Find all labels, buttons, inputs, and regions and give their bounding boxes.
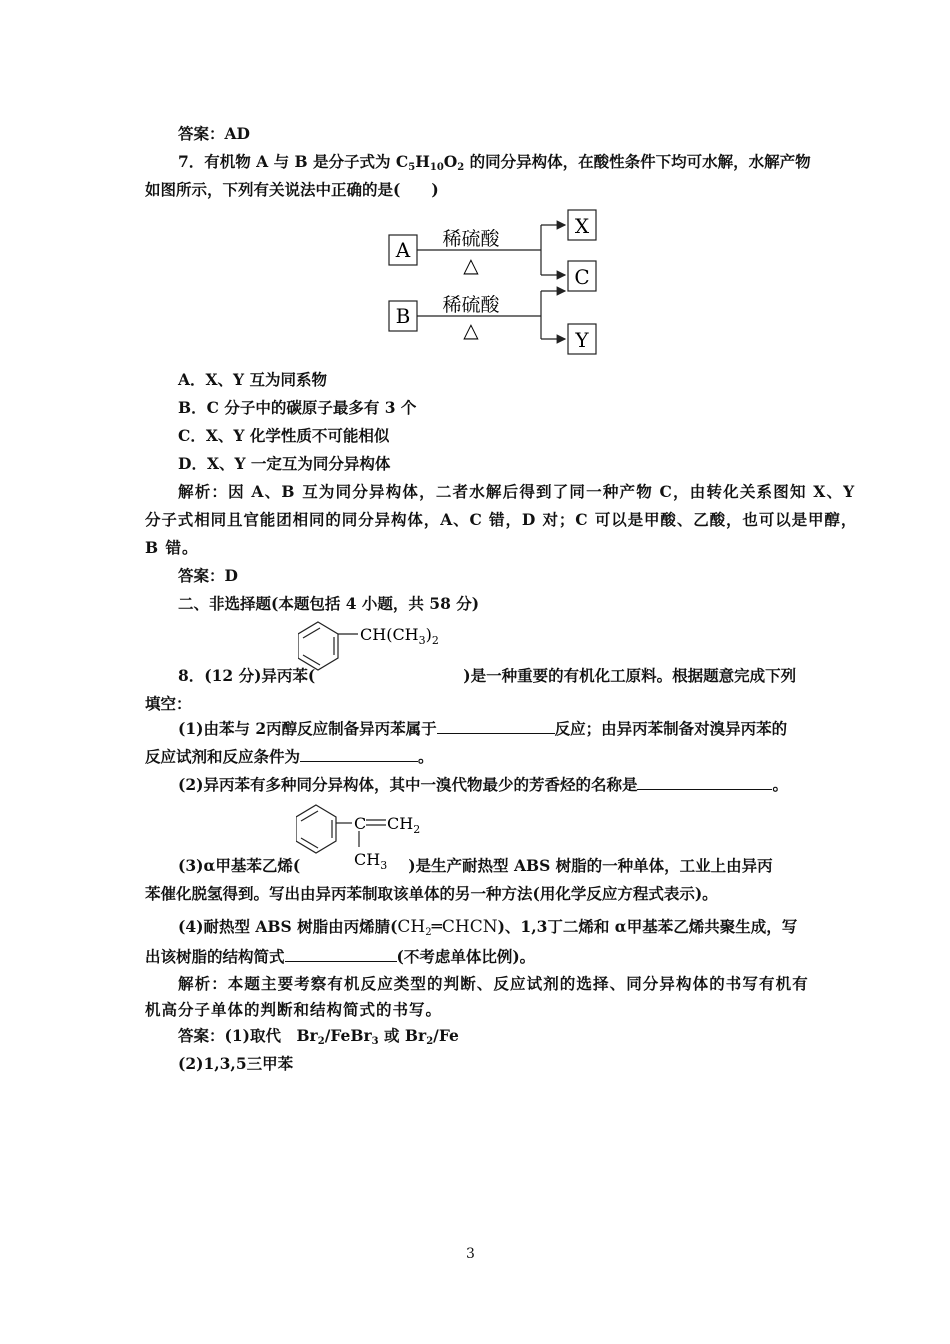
q7-option-b: B．C 分子中的碳原子最多有 3 个 — [178, 398, 417, 417]
q8-part2: (2)异丙苯有多种同分异构体，其中一溴代物最少的芳香烃的名称是 。 — [178, 775, 788, 794]
struct2-c: C — [354, 814, 367, 833]
q7-option-c: C．X、Y 化学性质不可能相似 — [178, 426, 390, 445]
q6-answer: 答案：AD — [178, 124, 250, 143]
q7-analysis-line2: 分子式相同且官能团相同的同分异构体，A、C 错，D 对；C 可以是甲酸、乙酸，也可以是甲醇， — [145, 510, 858, 529]
q7-stem-line1: 7．有机物 A 与 B 是分子式为 $C_5H_{10}O_2$ 的同分异构体，在酸性条件下均可水解，水解产物 — [178, 152, 811, 173]
section-2-heading: 二、非选择题(本题包括 4 小题，共 58 分) — [178, 594, 480, 613]
q8-part4-line2: 出该树脂的结构简式 (不考虑单体比例)。 — [145, 947, 536, 966]
reagent-top: 稀硫酸 — [442, 228, 500, 250]
q8-answer-2: (2)1,3,5三甲苯 — [178, 1054, 294, 1073]
q7-stem-line2: 如图所示，下列有关说法中正确的是( ) — [145, 180, 439, 199]
struct2-ch2: $CH_2$ — [387, 814, 421, 836]
q8-stem-line2: 填空： — [145, 694, 192, 713]
heat-symbol-bottom: △ — [463, 318, 479, 342]
box-b-label: B — [395, 304, 411, 328]
acrylonitrile-formula: $CH_2═CHCN$ — [397, 917, 498, 938]
q8-part1-line2: 反应试剂和反应条件为 。 — [145, 747, 434, 766]
q8-analysis-line1: 解析：本题主要考察有机反应类型的判断、反应试剂的选择、同分异构体的书写有机有 — [178, 974, 809, 993]
answer-blank-2 — [300, 746, 418, 762]
q7-answer: 答案：D — [178, 566, 238, 585]
answer-blank-3 — [637, 774, 772, 790]
q8-part3-line1: (3)α甲基苯乙烯( )是生产耐热型 ABS 树脂的一种单体，工业上由异丙 — [178, 856, 773, 875]
q8-analysis-line2: 机高分子单体的判断和结构简式的书写。 — [145, 1000, 443, 1019]
box-y-label: Y — [575, 328, 589, 352]
q7-option-d: D．X、Y 一定互为同分异构体 — [178, 454, 391, 473]
page-number: 3 — [466, 1246, 475, 1262]
reagent-bottom: 稀硫酸 — [442, 294, 500, 316]
heat-symbol-top: △ — [463, 253, 479, 277]
q8-answer-1: 答案：(1)取代 $Br_2/FeBr_3$ 或 $Br_2/Fe$ — [178, 1026, 459, 1047]
q8-part4-line1: (4)耐热型 ABS 树脂由丙烯腈$(CH_2═CHCN)$、1,3丁二烯和 α甲基苯乙烯共聚生成，写 — [178, 917, 798, 938]
box-a-label: A — [395, 238, 411, 262]
answer-blank-1 — [437, 718, 555, 734]
answer-blank-4 — [285, 946, 397, 962]
q8-part1-line1: (1)由苯与 2丙醇反应制备异丙苯属于 反应；由异丙苯制备对溴异丙苯的 — [178, 719, 788, 738]
struct2-ch3: $CH_3$ — [354, 850, 388, 871]
substituent-label: $CH(CH_3)_2$ — [360, 625, 439, 647]
box-c-label: C — [574, 265, 590, 289]
q7-option-a: A．X、Y 互为同系物 — [178, 370, 328, 389]
q8-stem-line1: 8．(12 分)异丙苯( )是一种重要的有机化工原料。根据题意完成下列 — [178, 666, 797, 685]
q7-analysis-line3: B 错。 — [145, 538, 199, 557]
box-x-label: X — [574, 214, 590, 238]
q7-analysis-line1: 解析：因 A、B 互为同分异构体，二者水解后得到了同一种产物 C，由转化关系图知 X、Y — [178, 482, 856, 501]
hydrolysis-diagram — [385, 205, 610, 360]
q8-part3-line2: 苯催化脱氢得到。写出由异丙苯制取该单体的另一种方法(用化学反应方程式表示)。 — [145, 884, 718, 903]
